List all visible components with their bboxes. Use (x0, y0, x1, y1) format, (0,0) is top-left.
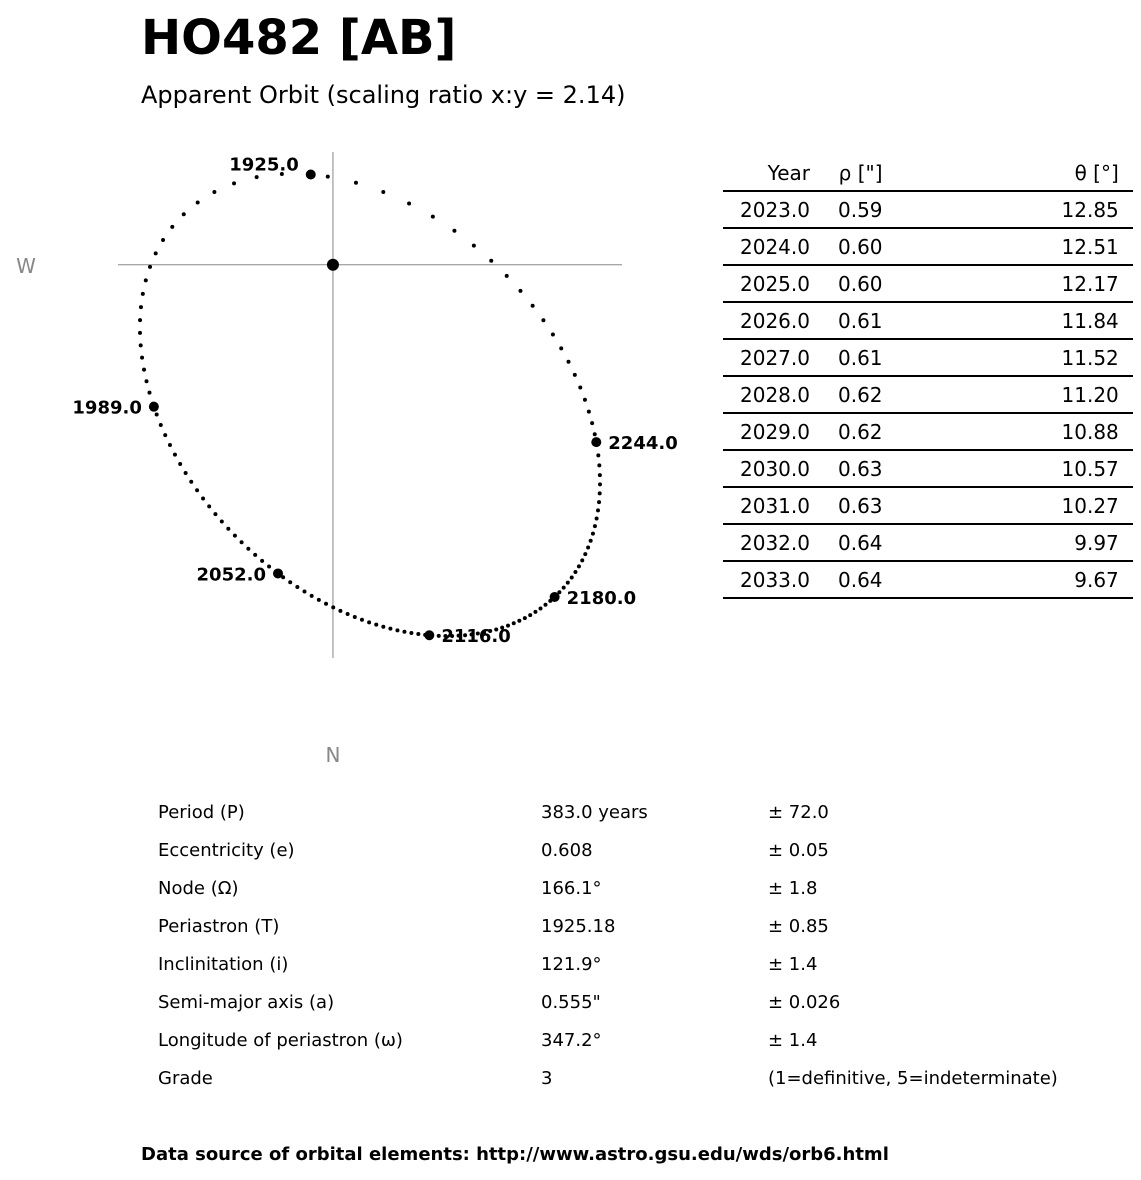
primary-star-marker (327, 259, 339, 271)
ephemeris-cell-rho: 0.61 (824, 302, 1048, 339)
element-row (158, 984, 1118, 1022)
orbit-point (543, 603, 547, 607)
ephemeris-cell-rho: 0.63 (824, 450, 1048, 487)
orbit-point (360, 618, 364, 622)
ephemeris-cell-year: 2032.0 (723, 524, 824, 561)
orbit-point (452, 229, 456, 233)
element-error: ± 0.026 (768, 992, 841, 1013)
element-name: Periastron (T) (158, 916, 280, 937)
orbit-point (182, 212, 186, 216)
orbit-point (178, 462, 182, 466)
ephemeris-cell-year: 2030.0 (723, 450, 824, 487)
orbit-point (573, 373, 577, 377)
ephemeris-cell-rho: 0.61 (824, 339, 1048, 376)
element-error: ± 72.0 (768, 802, 829, 823)
orbit-point (240, 540, 244, 544)
ephemeris-cell-theta: 10.57 (1048, 450, 1133, 487)
orbit-point (395, 628, 399, 632)
orbit-point (597, 463, 601, 467)
ephemeris-cell-year: 2024.0 (723, 228, 824, 265)
orbit-point (489, 259, 493, 263)
ephemeris-cell-year: 2025.0 (723, 265, 824, 302)
ephemeris-table (723, 156, 1133, 599)
ephemeris-cell-rho: 0.62 (824, 376, 1048, 413)
orbit-point (598, 491, 602, 495)
orbit-point (431, 215, 435, 219)
orbit-point (528, 613, 532, 617)
ephemeris-cell-year: 2033.0 (723, 561, 824, 598)
orbit-point (559, 346, 563, 350)
element-name: Inclinitation (i) (158, 954, 289, 975)
element-value: 3 (541, 1068, 553, 1089)
orbit-point (331, 605, 335, 609)
element-name: Period (P) (158, 802, 245, 823)
element-error: ± 1.4 (768, 1030, 818, 1051)
orbit-point (598, 482, 602, 486)
element-name: Eccentricity (e) (158, 840, 295, 861)
epoch-markers (72, 154, 677, 647)
orbit-point (163, 433, 167, 437)
orbit-point (184, 471, 188, 475)
ephemeris-cell-year: 2023.0 (723, 191, 824, 228)
orbit-point (539, 606, 543, 610)
orbit-point (577, 564, 581, 568)
element-value: 347.2° (541, 1030, 602, 1051)
orbit-point (472, 244, 476, 248)
north-label: N (325, 743, 341, 767)
orbit-point (173, 453, 177, 457)
orbit-point (381, 190, 385, 194)
orbit-point (142, 368, 146, 372)
chart-subtitle: Apparent Orbit (scaling ratio x:y = 2.14) (141, 81, 626, 109)
ephemeris-row (723, 228, 1133, 265)
data-source-footer: Data source of orbital elements: http://www.astro.gsu.edu/wds/orb6.html (141, 1144, 889, 1165)
epoch-marker (149, 402, 159, 412)
orbit-point (593, 432, 597, 436)
orbit-point (541, 318, 545, 322)
element-error: (1=definitive, 5=indeterminate) (768, 1068, 1058, 1089)
orbit-point (586, 546, 590, 550)
ephemeris-row (723, 302, 1133, 339)
orbit-point (593, 524, 597, 528)
epoch-marker (424, 630, 434, 640)
epoch-marker (591, 437, 601, 447)
orbit-point (213, 512, 217, 516)
orbit-point (326, 175, 330, 179)
orbit-point (201, 496, 205, 500)
orbit-point (589, 539, 593, 543)
ephemeris-cell-rho: 0.64 (824, 524, 1048, 561)
orbit-point (570, 575, 574, 579)
orbit-point (505, 274, 509, 278)
ephemeris-cell-year: 2031.0 (723, 487, 824, 524)
ephemeris-row (723, 561, 1133, 598)
orbit-point (138, 318, 142, 322)
orbit-point (196, 200, 200, 204)
element-name: Grade (158, 1068, 213, 1089)
ephemeris-cell-rho: 0.63 (824, 487, 1048, 524)
orbit-point (562, 586, 566, 590)
orbit-point (226, 527, 230, 531)
element-error: ± 0.05 (768, 840, 829, 861)
orbit-point (147, 391, 151, 395)
orbit-point (598, 473, 602, 477)
orbit-point (596, 453, 600, 457)
orbit-point (583, 398, 587, 402)
ephemeris-cell-theta: 10.88 (1048, 413, 1133, 450)
orbit-point (220, 520, 224, 524)
element-name: Node (Ω) (158, 878, 239, 899)
orbit-point (139, 343, 143, 347)
ephemeris-cell-rho: 0.60 (824, 265, 1048, 302)
orbit-point (144, 278, 148, 282)
ephemeris-cell-year: 2026.0 (723, 302, 824, 339)
orbit-point (517, 619, 521, 623)
orbit-point (374, 623, 378, 627)
epoch-label: 2052.0 (196, 564, 267, 586)
orbital-elements-list (158, 794, 1118, 1098)
orbit-point (195, 488, 199, 492)
orbit-point (140, 356, 144, 360)
orbit-point (595, 516, 599, 520)
orbit-point (578, 386, 582, 390)
orbit-point (597, 500, 601, 504)
ephemeris-header-rho: ρ ["] (824, 156, 1048, 191)
ephemeris-row (723, 265, 1133, 302)
orbit-point (518, 289, 522, 293)
ephemeris-row (723, 191, 1133, 228)
ephemeris-cell-theta: 9.67 (1048, 561, 1133, 598)
ephemeris-row (723, 524, 1133, 561)
element-row (158, 832, 1118, 870)
epoch-marker (550, 592, 560, 602)
epoch-marker (273, 568, 283, 578)
element-row (158, 946, 1118, 984)
epoch-label: 1925.0 (229, 154, 299, 176)
orbit-point (310, 594, 314, 598)
ephemeris-row (723, 487, 1133, 524)
epoch-label: 2244.0 (608, 433, 678, 455)
orbit-point (531, 304, 535, 308)
ephemeris-cell-rho: 0.60 (824, 228, 1048, 265)
ephemeris-cell-year: 2027.0 (723, 339, 824, 376)
epoch-label: 1989.0 (72, 397, 142, 419)
ephemeris-cell-rho: 0.59 (824, 191, 1048, 228)
ephemeris-cell-theta: 11.20 (1048, 376, 1133, 413)
orbit-point (596, 508, 600, 512)
orbit-point (523, 616, 527, 620)
orbit-point (381, 625, 385, 629)
orbit-point (207, 504, 211, 508)
ephemeris-cell-rho: 0.62 (824, 413, 1048, 450)
ephemeris-row (723, 339, 1133, 376)
ephemeris-cell-theta: 12.17 (1048, 265, 1133, 302)
orbit-point (409, 631, 413, 635)
element-row (158, 908, 1118, 946)
element-name: Longitude of periastron (ω) (158, 1030, 403, 1051)
element-value: 383.0 years (541, 802, 648, 823)
element-error: ± 1.8 (768, 878, 818, 899)
element-value: 0.608 (541, 840, 593, 861)
orbit-point (154, 251, 158, 255)
ephemeris-cell-theta: 12.85 (1048, 191, 1133, 228)
ephemeris-cell-theta: 12.51 (1048, 228, 1133, 265)
orbit-point (346, 612, 350, 616)
orbit-plot (0, 140, 700, 780)
orbit-point (159, 423, 163, 427)
ephemeris-header-theta: θ [°] (1048, 156, 1133, 191)
orbit-point (591, 532, 595, 536)
element-row (158, 1060, 1118, 1098)
orbit-point (141, 292, 145, 296)
element-value: 0.555" (541, 992, 601, 1013)
element-value: 166.1° (541, 878, 602, 899)
orbit-point (512, 621, 516, 625)
orbit-point (189, 480, 193, 484)
orbit-point (533, 610, 537, 614)
orbit-point (402, 630, 406, 634)
ephemeris-cell-theta: 10.27 (1048, 487, 1133, 524)
orbit-point (587, 410, 591, 414)
orbit-point (233, 534, 237, 538)
ephemeris-row (723, 413, 1133, 450)
ephemeris-header-row (723, 156, 1133, 191)
orbit-point (583, 552, 587, 556)
orbit-point (212, 190, 216, 194)
orbit-point (338, 609, 342, 613)
orbit-point (551, 332, 555, 336)
ephemeris-row (723, 376, 1133, 413)
epoch-label: 2116.0 (441, 626, 511, 648)
epoch-marker (306, 169, 316, 179)
orbit-point (288, 580, 292, 584)
orbit-point (168, 443, 172, 447)
orbit-point (407, 201, 411, 205)
orbit-point (317, 598, 321, 602)
ephemeris-cell-year: 2028.0 (723, 376, 824, 413)
element-value: 121.9° (541, 954, 602, 975)
element-name: Semi-major axis (a) (158, 992, 335, 1013)
orbit-point (324, 602, 328, 606)
orbit-point (388, 627, 392, 631)
orbit-point (367, 620, 371, 624)
orbit-point (353, 615, 357, 619)
element-row (158, 870, 1118, 908)
orbit-point (170, 225, 174, 229)
orbit-point (566, 581, 570, 585)
epoch-label: 2180.0 (566, 587, 637, 609)
ephemeris-cell-rho: 0.64 (824, 561, 1048, 598)
orbit-point (416, 632, 420, 636)
west-label: W (16, 254, 36, 278)
orbit-point (246, 547, 250, 551)
orbit-point (253, 553, 257, 557)
element-error: ± 0.85 (768, 916, 829, 937)
element-row (158, 1022, 1118, 1060)
orbit-point (139, 305, 143, 309)
orbit-point (155, 412, 159, 416)
element-value: 1925.18 (541, 916, 616, 937)
orbit-point (580, 558, 584, 562)
ephemeris-cell-theta: 11.52 (1048, 339, 1133, 376)
orbit-point (145, 379, 149, 383)
ephemeris-cell-theta: 11.84 (1048, 302, 1133, 339)
ephemeris-cell-theta: 9.97 (1048, 524, 1133, 561)
orbit-point (138, 331, 142, 335)
orbit-point (437, 634, 441, 638)
orbit-point (590, 421, 594, 425)
orbit-point (260, 559, 264, 563)
orbit-point (567, 360, 571, 364)
chart-title: HO482 [AB] (141, 10, 457, 66)
orbit-point (573, 570, 577, 574)
orbit-point (354, 181, 358, 185)
orbit-point (161, 238, 165, 242)
ephemeris-row (723, 450, 1133, 487)
orbit-point (267, 565, 271, 569)
orbit-point (255, 175, 259, 179)
ephemeris-header-year: Year (723, 156, 824, 191)
element-error: ± 1.4 (768, 954, 818, 975)
orbit-point (232, 181, 236, 185)
orbit-point (148, 265, 152, 269)
ephemeris-cell-year: 2029.0 (723, 413, 824, 450)
orbit-point (295, 585, 299, 589)
orbit-point (302, 590, 306, 594)
element-row (158, 794, 1118, 832)
